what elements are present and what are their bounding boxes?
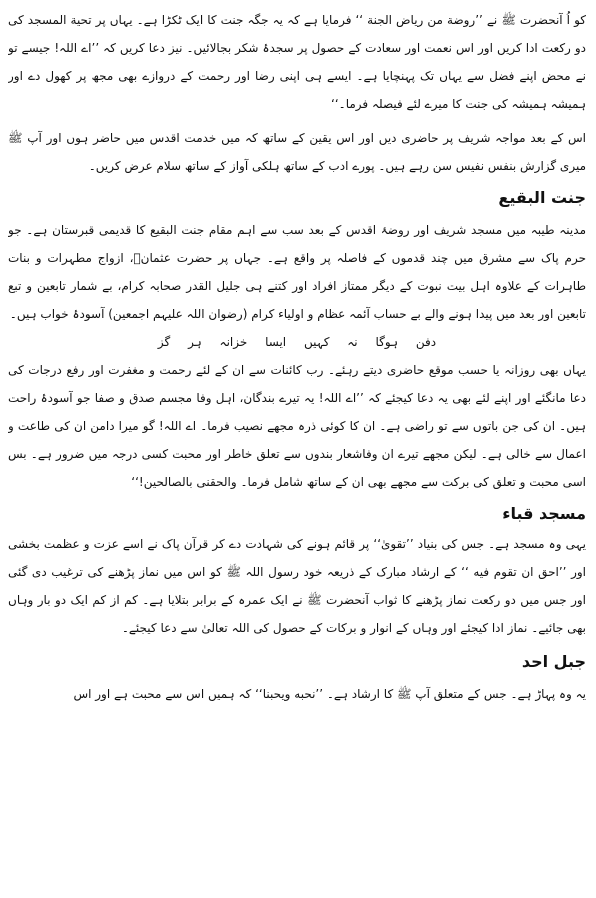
document-page xyxy=(8,6,586,892)
heading-jabal-uhud: جبل احد xyxy=(521,652,586,671)
paragraph-muwajaha-sharif: اس کے بعد مواجہ شریف پر حاضری دیں اور اس یقین کے ساتھ کہ میں خدمت اقدس میں حاضر ہوں اور آپ ﷺ میری گزارش بنفس نفیس سن رہے ہیں۔ پورے ادب کے ساتھ ہلکی آواز کے ساتھ سلام عرض کریں۔ xyxy=(8,131,586,173)
paragraph-riyad-ul-jannah: کو اُ آنحضرت ﷺ نے ’’روضة من ریاض الجنة ‘‘ فرمایا ہے کہ یہ جگہ جنت کا ایک ٹکڑا ہے۔ یہاں پر تحیة المسجد کی دو رکعت ادا کریں اور اس نعمت اور سعادت کے حصول پر سجدۂ شکر بجالائیں۔ نیز دعا کریں کہ ’’اے اللہ! جیسے تو نے محض اپنے فضل سے یہاں تک پہنچایا ہے۔ ایسے ہی اپنی رضا اور رحمت کے دروازے بھی مجھ پر کھول دے اور ہمیشہ ہمیشہ کی جنت کا میرے لئے فیصلہ فرما۔‘‘ xyxy=(8,13,586,111)
paragraph-jabal-uhud: یہ وہ پہاڑ ہے۔ جس کے متعلق آپ ﷺ کا ارشاد ہے۔ ’’نحبه ویحبنا‘‘ کہ ہمیں اس سے محبت ہے اور اس xyxy=(73,687,586,701)
heading-masjid-quba: مسجد قباء xyxy=(502,504,586,523)
paragraph-baqi-description: مدینہ طیبہ میں مسجد شریف اور روضۂ اقدس کے بعد سب سے اہم مقام جنت البقیع کا قدیمی قبرستان ہے۔ جو حرم پاک سے مشرق میں چند قدموں کے فاصلہ پر واقع ہے۔ جہاں پر حضرت عثمانؓ، ازواج مطہرات و بنات طاہرات کے علاوہ اہل بیت نبوت کے دیگر ممتاز افراد اور کتنے ہی جلیل القدر صحابہ کرام، بے شمار تابعین و تبع تابعین اور بعد میں پیدا ہونے والے بے حساب آئمہ عظام و اولیاء کرام (رضوان اللہ علیہم اجمعین) آسودۂ خواب ہیں۔ xyxy=(8,223,586,321)
paragraph-baqi-dua: یہاں بھی روزانہ یا حسب موقع حاضری دیتے رہئے۔ رب کائنات سے ان کے لئے رحمت و مغفرت اور رفع درجات کی دعا مانگئے اور اپنے لئے بھی یہ دعا کیجئے کہ ’’اے اللہ! یہ تیرے بندگان، اہل وفا مجسم صدق و صفا جو آسودۂ راحت ہیں۔ ان کی جن باتوں سے تو راضی ہے۔ ان کا کوئی ذرہ مجھے نصیب فرما۔ اے اللہ! گو میرا دامن ان کی طاعت و اعمال سے خالی ہے۔ لیکن مجھے تیرے ان وفاشعار بندوں سے تعلق خاطر اور محبت کسی درجہ میں ضرور ہے۔ بس اسی محبت و تعلق کی برکت سے مجھے بھی ان کے ساتھ شامل فرما۔ والحقنی بالصالحین!‘‘ xyxy=(8,363,586,489)
paragraph-masjid-quba: یہی وہ مسجد ہے۔ جس کی بنیاد ’’تقویٰ‘‘ پر قائم ہونے کی شہادت دے کر قرآن پاک نے اسے عزت و عظمت بخشی اور ’’احق ان تقوم فیه ‘‘ کے ارشاد مبارک کے ذریعہ خود رسول اللہ ﷺ کو اس میں نماز پڑھنے کی ترغیب دی گئی اور جس میں دو رکعت نماز پڑھنے کا ثواب آنحضرت ﷺ نے ایک عمرہ کے برابر بتلایا ہے۔ کم از کم ایک دو بار وہاں بھی جائیے۔ نماز ادا کیجئے اور وہاں کے انوار و برکات کے حصول کی اللہ تعالیٰ سے دعا کیجئے۔ xyxy=(8,537,586,635)
verse-line: دفن ہوگا نہ کہیں ایسا خزانہ ہر گز xyxy=(157,335,437,349)
heading-jannat-ul-baqi: جنت البقیع xyxy=(498,188,586,207)
